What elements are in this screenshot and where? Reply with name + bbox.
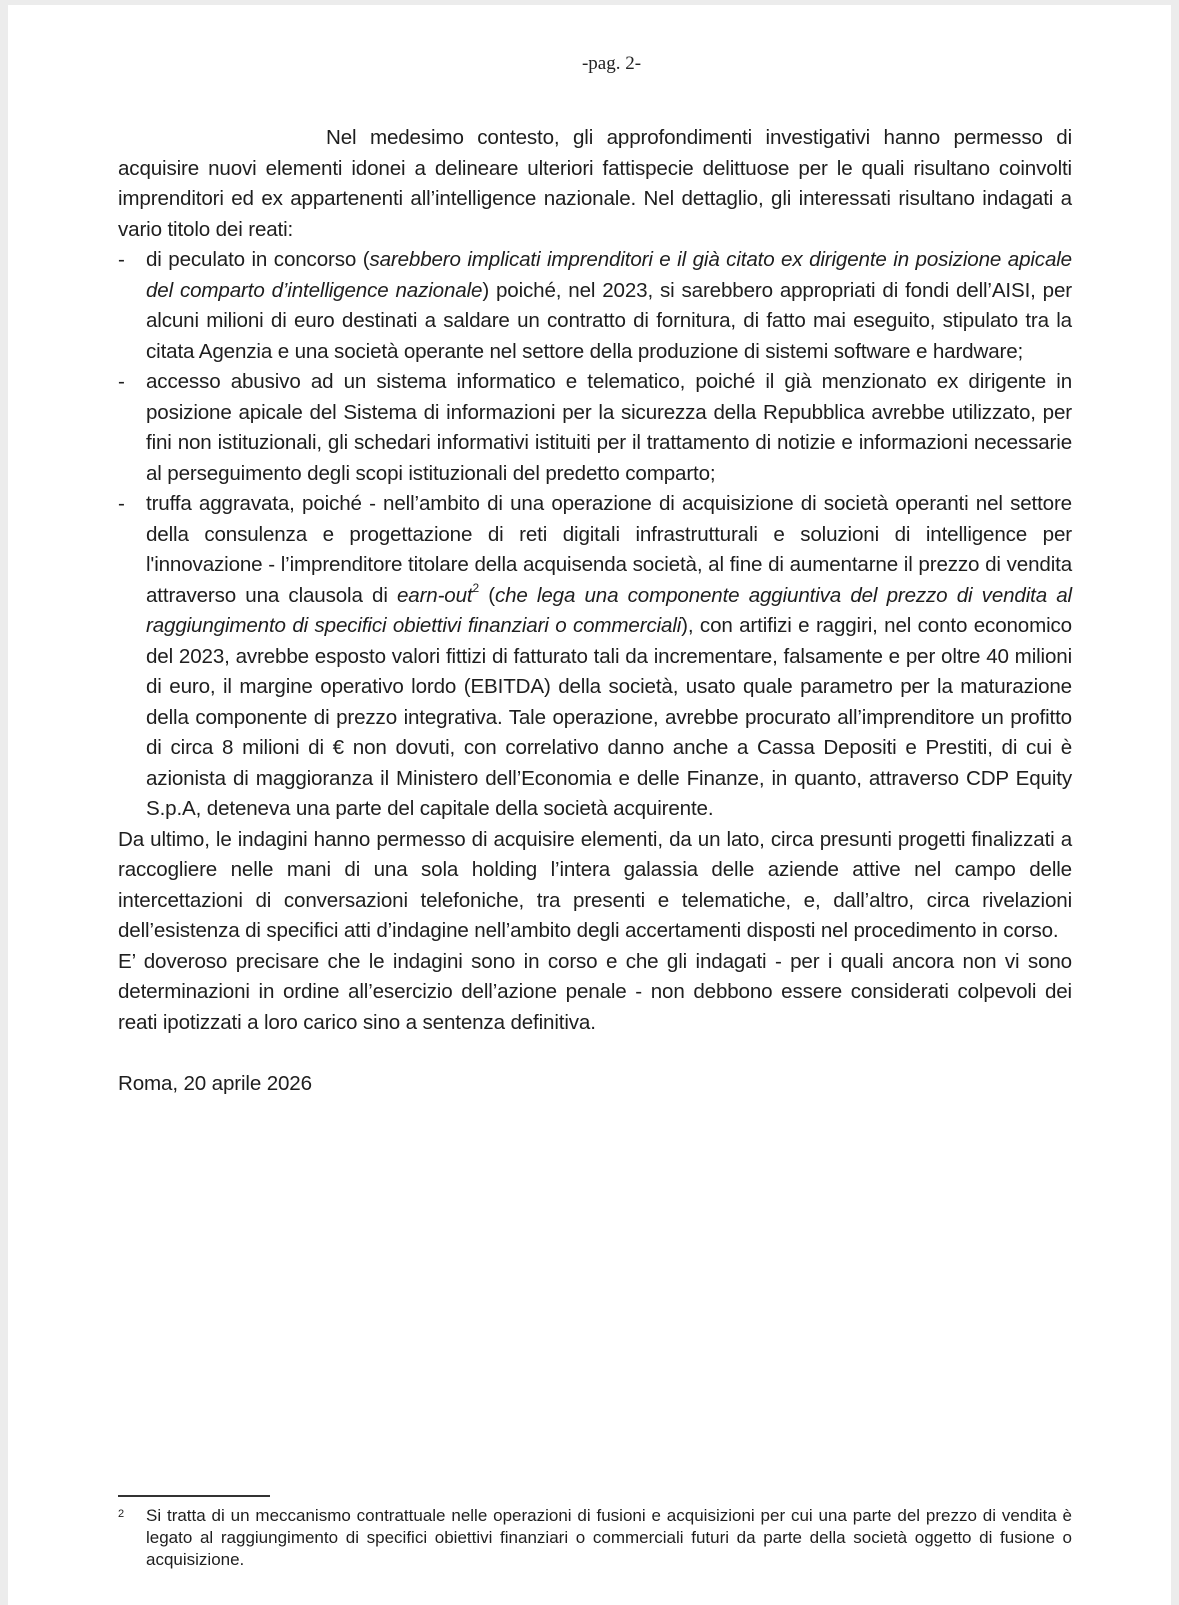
list-dash: - xyxy=(118,492,125,515)
disclaimer-paragraph: E’ doveroso precisare che le indagini sono in corso e che gli indagati - per i quali ancora non vi sono determinazioni in ordine all’esercizio dell’azione penale - non debbono essere considerati colpevoli dei reati ipotizzati a loro carico sino a sentenza definitiva. xyxy=(118,949,1072,1034)
document-body xyxy=(118,123,1072,1099)
spacer xyxy=(118,1038,1072,1069)
footnote-reference[interactable]: 2 xyxy=(472,580,480,595)
footnote-separator xyxy=(118,1495,270,1497)
footnote-text: Si tratta di un meccanismo contrattuale nelle operazioni di fusioni e acquisizioni per cui una parte del prezzo di vendita è legato al raggiungimento di specifici obiettivi finanziari o commerciali futuri da parte della società oggetto di fusione o acquisizione. xyxy=(146,1506,1072,1569)
italic-note: sarebbero implicati imprenditori e il già citato ex dirigente in posizione apicale del comparto d’intelligence nazionale xyxy=(146,248,1072,302)
page-number: -pag. 2- xyxy=(581,53,642,74)
list-item-truffa-aggravata: - truffa aggravata, poiché - nell’ambito di una operazione di acquisizione di società operanti nel settore della consulenza e progettazione di reti digitali infrastrutturali e soluzioni di intelligence per l'innovazione - l’imprenditore titolare della acquisenda società, al fine di aumentarne il prezzo di vendita attraverso una clausola di earn-out$^2$ (che lega una componente aggiuntiva del prezzo di vendita al raggiungimento di specifici obiettivi finanziari o commerciali), con artifizi e raggiri, nel conto economico del 2023, avrebbe esposto valori fittizi di fatturato tali da incrementare, falsamente e per oltre 40 milioni di euro, il margine operativo lordo (EBITDA) della società, usato quale parametro per la maturazione della componente di prezzo integrativa. Tale operazione, avrebbe procurato all’imprenditore un profitto di circa 8 milioni di € non dovuti, con correlativo danno anche a Cassa Depositi e Prestiti, di cui è azionista di maggioranza il Ministero dell’Economia e delle Finanze, in quanto, attraverso CDP Equity S.p.A, deteneva una parte del capitale della società acquirente. xyxy=(118,489,1072,825)
place-date: Roma, 20 aprile 2026 xyxy=(118,1071,312,1095)
footnote-number: 2 xyxy=(118,1508,125,1520)
list-dash: - xyxy=(118,248,125,271)
intro-paragraph: Nel medesimo contesto, gli approfondimenti investigativi hanno permesso di acquisire nuovi elementi idonei a delineare ulteriori fattispecie delittuose per le quali risultano coinvolti imprenditori ed ex appartenenti all’intelligence nazionale. Nel dettaglio, gli interessati risultano indagati a vario titolo dei reati: xyxy=(118,126,1072,241)
footnote xyxy=(118,1505,1072,1571)
list-dash: - xyxy=(118,370,125,393)
list-item-accesso-abusivo: - accesso abusivo ad un sistema informatico e telematico, poiché il già menzionato ex dirigente in posizione apicale del Sistema di informazioni per la sicurezza della Repubblica avrebbe utilizzato, per fini non istituzionali, gli schedari informativi istituiti per il trattamento di notizie e informazioni necessarie al perseguimento degli scopi istituzionali del predetto comparto; xyxy=(118,367,1072,489)
list-item-peculato: - di peculato in concorso (sarebbero implicati imprenditori e il già citato ex dirigente in posizione apicale del comparto d’intelligence nazionale) poiché, nel 2023, si sarebbero appropriati di fondi dell’AISI, per alcuni milioni di euro destinati a saldare un contratto di fornitura, di fatto mai eseguito, stipulato tra la citata Agenzia e una società operante nel settore della produzione di sistemi software e hardware; xyxy=(118,245,1072,367)
offences-list xyxy=(118,245,1072,825)
document-page xyxy=(8,5,1171,1605)
earn-out-term: earn-out xyxy=(396,583,473,607)
closing-paragraph: Da ultimo, le indagini hanno permesso di acquisire elementi, da un lato, circa presunti progetti finalizzati a raccogliere nelle mani di una sola holding l’intera galassia delle aziende attive nel campo delle intercettazioni di conversazioni telefoniche, tra presenti e telematiche, e, dall’altro, circa rivelazioni dell’esistenza di specifici atti d’indagine nell’ambito degli accertamenti disposti nel procedimento in corso. xyxy=(118,827,1072,942)
italic-note: che lega una componente aggiuntiva del prezzo di vendita al raggiungimento di specifici obiettivi finanziari o commerciali xyxy=(146,583,1072,637)
